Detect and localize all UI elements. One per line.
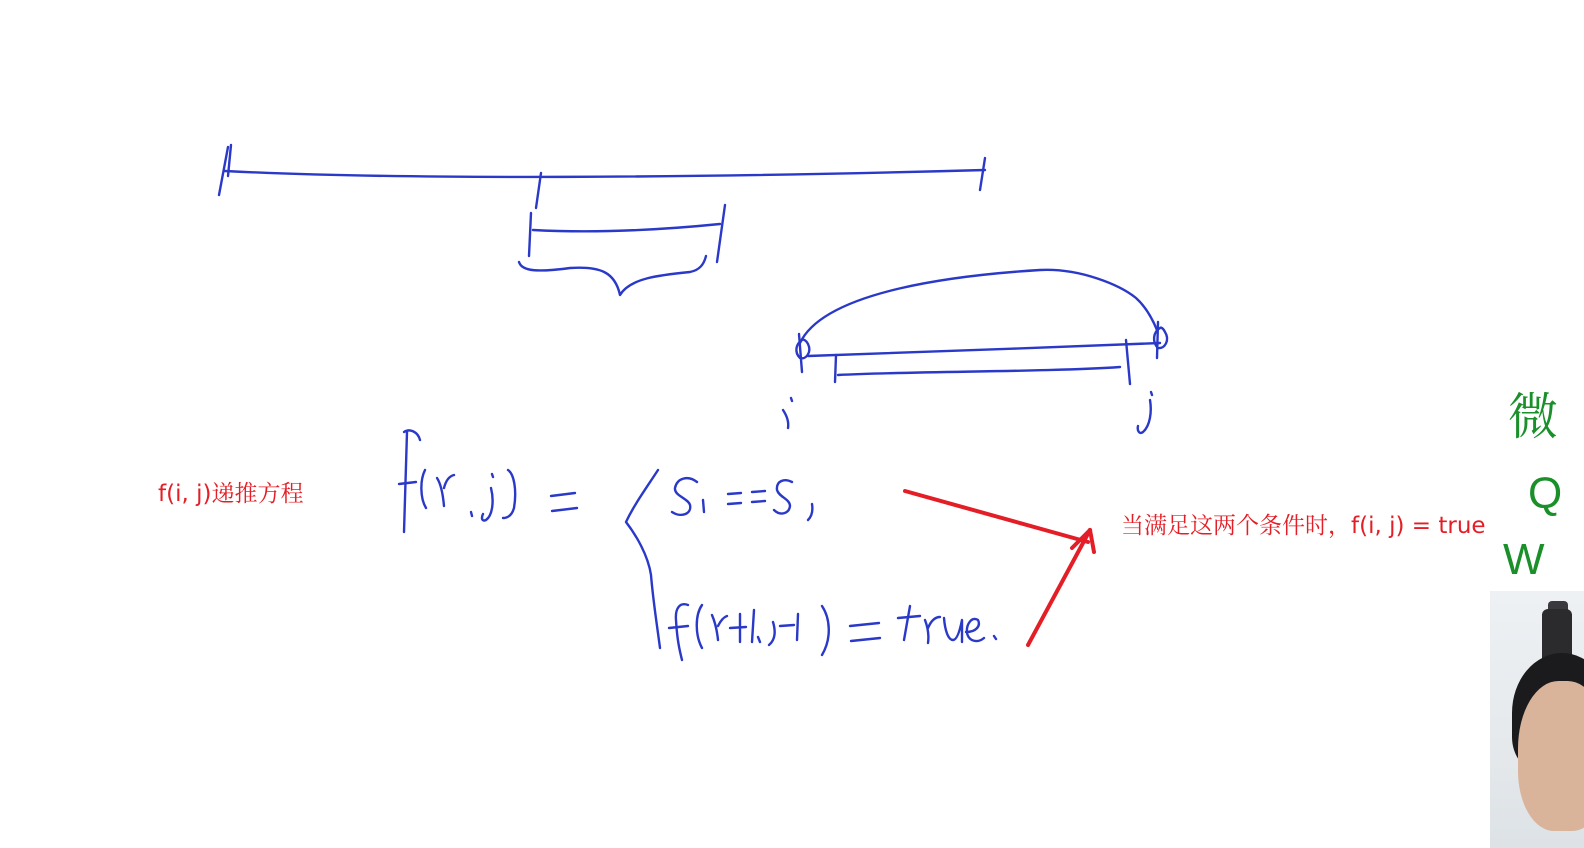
i-j-segment xyxy=(783,270,1167,433)
watermark-line-2: Q xyxy=(1528,472,1563,516)
presenter-face xyxy=(1518,681,1584,831)
webcam-overlay xyxy=(1490,591,1584,848)
formula-cases xyxy=(626,470,996,660)
full-string-segment xyxy=(219,145,985,208)
watermark-line-1: 微 xyxy=(1508,392,1558,442)
formula-lhs xyxy=(399,430,577,532)
recurrence-equation-label: f(i, j)递推方程 xyxy=(158,481,304,507)
annotation-arrows xyxy=(905,491,1094,645)
watermark-line-3: W xyxy=(1503,538,1545,582)
condition-true-label: 当满足这两个条件时，f(i, j) = true xyxy=(1121,513,1486,539)
substring-segment xyxy=(519,205,725,295)
